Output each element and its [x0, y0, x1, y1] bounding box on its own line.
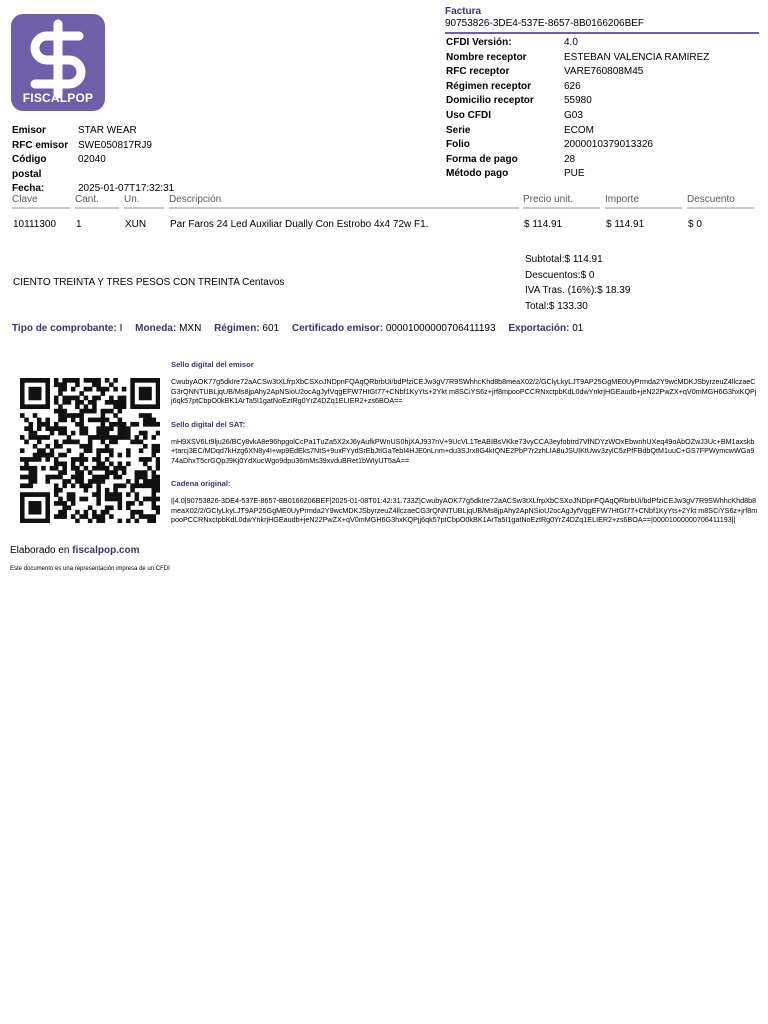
- sello-sat-value: mH9XSV6Lt9lju26/BCy8vkA8e96hpgolCcPa1TuZa5X2xJ6yAufkPWnUS0hjXAJ937nV+9UcVL1TeABIBsVKke73vyCCA3eyfobtrd7VfNDYzWOxEbwnhUXeq49oAbOZwJ3Uc+BM1axskb+tarcj3EC/MDqd7kHzg6XN8y4I+wp9EdEks7NtS+9uxFYydSrEbJtIGaTebI4HJE0nLnm+du3SJrx8G4kIQNE2PbP7r2zhLIA8uJSUIKtUwv3zylC5zPfFBdbQtM1uuC+GS7FPWymcwWGa974aDhxT5crGQpJ9Kj0YdXucWgo9dpu36mMs39xvduBRet1bWIyUT5aA==: [171, 436, 755, 465]
- cell-descripcion: Par Faros 24 Led Auxiliar Dually Con Estrobo 4x4 72w F1.: [170, 219, 429, 230]
- emisor-field-row: [12, 124, 252, 139]
- cell-clave: 10111300: [13, 219, 57, 230]
- col-precio: Precio unit.: [523, 194, 600, 209]
- factura-header: [445, 6, 759, 34]
- col-importe: Importe: [605, 194, 682, 209]
- total-field-value: $ 18.39: [597, 285, 631, 296]
- moneda-value: MXN: [179, 323, 202, 334]
- fiscalpop-link[interactable]: fiscalpop.com: [72, 545, 140, 556]
- receptor-field-value: 2000010379013326: [564, 139, 653, 151]
- total-field-label: Subtotal:: [525, 254, 565, 265]
- total-field-value: $ 0: [580, 269, 595, 281]
- tipo-value: I: [119, 323, 123, 334]
- emisor-field-row: [12, 139, 252, 154]
- receptor-field-row: [446, 124, 758, 139]
- emisor-field-label: Emisor: [12, 125, 46, 136]
- regimen-value: 601: [262, 323, 280, 334]
- sello-emisor-title: Sello digital del emisor: [171, 360, 254, 369]
- receptor-field-value: ESTEBAN VALENCIA RAMIREZ: [564, 51, 710, 63]
- col-clave: Clave: [12, 194, 70, 209]
- sello-sat-title: Sello digital del SAT:: [171, 419, 246, 429]
- receptor-field-row: [446, 36, 758, 51]
- emisor-field-value: 2025-01-07T17:32:31: [78, 183, 175, 195]
- fiscalpop-logo: [11, 14, 105, 111]
- cell-cant: 1: [76, 219, 82, 230]
- receptor-field-label: Domicilio receptor: [446, 95, 534, 107]
- emisor-field-value: 02040: [78, 154, 106, 166]
- receptor-field-label: Serie: [446, 124, 471, 136]
- total-field-row: [525, 268, 755, 284]
- items-table-header: [10, 194, 756, 214]
- receptor-field-label: RFC receptor: [446, 66, 510, 78]
- receptor-field-value: VARE760808M45: [564, 66, 644, 78]
- receptor-field-row: [446, 138, 758, 153]
- receptor-field-row: [446, 153, 758, 168]
- factura-title: Factura: [445, 6, 482, 17]
- elaborado-prefix: Elaborado en: [10, 545, 70, 556]
- receptor-field-label: CFDI Versión:: [446, 37, 512, 48]
- sellos-section: [171, 360, 758, 525]
- receptor-field-row: [446, 167, 758, 182]
- total-field-value: $ 133.30: [548, 300, 588, 312]
- cell-importe: $ 114.91: [606, 219, 645, 230]
- emisor-info: [12, 124, 252, 197]
- emisor-field-label: Fecha:: [12, 183, 45, 195]
- amount-in-words: CIENTO TREINTA Y TRES PESOS CON TREINTA Centavos: [13, 277, 285, 288]
- summary-line: [12, 323, 583, 334]
- total-field-label: Descuentos:: [525, 269, 581, 281]
- total-field-label: Total:: [525, 300, 549, 312]
- table-row: [10, 219, 756, 233]
- receptor-field-row: [446, 80, 758, 95]
- elaborado-line: [10, 545, 140, 556]
- cadena-title: Cadena original:: [171, 479, 231, 488]
- receptor-field-value: G03: [564, 109, 583, 121]
- receptor-field-row: [446, 94, 758, 109]
- col-descripcion: Descripción: [169, 194, 519, 209]
- cell-precio: $ 114.91: [524, 219, 563, 230]
- footer-note: Este documento es una representación impresa de un CFDI: [10, 566, 170, 572]
- cell-descuento: $ 0: [688, 219, 702, 230]
- col-cant: Cant.: [75, 194, 119, 209]
- col-descuento: Descuento: [687, 194, 754, 209]
- emisor-field-label: RFC emisor: [12, 139, 69, 151]
- receptor-info: [446, 36, 758, 182]
- receptor-field-value: ECOM: [564, 124, 594, 136]
- emisor-field-label: Código postal: [12, 154, 47, 180]
- certificado-value: 00001000000706411193: [385, 323, 496, 334]
- total-field-value: $ 114.91: [564, 254, 603, 265]
- emisor-field-value: SWE050817RJ9: [78, 139, 152, 151]
- receptor-field-label: Folio: [446, 139, 470, 151]
- receptor-field-label: Nombre receptor: [446, 51, 527, 63]
- cell-un: XUN: [125, 219, 147, 230]
- logo-text: FISCALPOP: [22, 91, 94, 105]
- header-divider: [445, 32, 759, 34]
- total-field-label: IVA Tras. (16%):: [525, 285, 598, 296]
- receptor-field-value: 4.0: [564, 37, 578, 48]
- receptor-field-value: PUE: [564, 168, 585, 180]
- receptor-field-label: Régimen receptor: [446, 80, 532, 92]
- totals-block: [525, 252, 755, 314]
- total-field-row: [525, 299, 755, 315]
- exportacion-value: 01: [572, 323, 584, 334]
- receptor-field-value: 55980: [564, 95, 592, 107]
- emisor-field-value: STAR WEAR: [78, 125, 137, 136]
- receptor-field-label: Método pago: [446, 168, 509, 180]
- certificado-label: Certificado emisor:: [291, 323, 384, 334]
- receptor-field-value: 626: [564, 80, 581, 92]
- sello-emisor-value: CwubyAOK77g5dkIre72aACSw3tXLfrpXbCSXoJNDpnFQAqQRbrbUi/bdPfziCEJw3gV7R9SWhhcKhd8b8meaX02/2/GClyLkyLJT9AP25GgME0UyPrmda2Y9wcMDKJSbyrzeuZ4llczaeCG3rQNNTUBLjqUB/Ms8jpAhy2ApNSioU2ocAgJyfVqgEFW7HtGt77+CNbf1KyYts+2Ykt m8SCiYS6z+jrf8mpooPCCRNxctpbKdL0dwYnkrjHGEaudb+jeN22PwZX+qV0mMGH6G3hxKQPjj6qk57ptCbpO0kBK1ArTa5I1gatNoEztRg0YrZ4DZq1ELIER2+zs6BOA==: [171, 377, 757, 405]
- receptor-field-label: Uso CFDI: [446, 109, 491, 121]
- total-field-row: [525, 283, 755, 299]
- total-field-row: [525, 252, 755, 268]
- tipo-label: Tipo de comprobante:: [12, 323, 117, 334]
- moneda-label: Moneda:: [135, 323, 177, 334]
- emisor-field-row: [12, 153, 252, 182]
- qr-code: [20, 378, 160, 523]
- cadena-value: ||4.0|90753826-3DE4-537E-8657-8B0166206BEF|2025-01-08T01:42:31.733Z|CwubyAOK77g5dkIre72aACSw3tXLfrpXbCSXoJNDpnFQAqQRbrbUi/bdPfziCEJw3gV7R9SWhhcKhd8b8meaX02/2/GClyLkyLJT9AP25GgME0UyPrmda2Y9wcMDKJSbyrzeuZ4llczaeCG3rQNNTUBLjqUB/Ms8jpAhy2ApNSioU2ocAgJyfVqgEFW7HtGt77+CNbf1KyYts+2Ykt m8SCiYS6z+jrf8mpooPCCRNxctpbKdL0dwYnkrjHGEaudb+jeN22PwZX+qV0mMGH6G3hxKQPjj6qk57ptCbpO0kBK1ArTa5I1gatNoEztRg0YrZ4DZq1ELIER2+zs6BOA==|00001000000706411193||: [171, 496, 758, 524]
- factura-uuid: 90753826-3DE4-537E-8657-8B0166206BEF: [445, 18, 645, 29]
- receptor-field-row: [446, 51, 758, 66]
- col-un: Un.: [124, 194, 164, 209]
- receptor-field-row: [446, 65, 758, 80]
- receptor-field-row: [446, 109, 758, 124]
- exportacion-label: Exportación:: [508, 323, 570, 334]
- receptor-field-value: 28: [564, 153, 576, 165]
- receptor-field-label: Forma de pago: [446, 153, 518, 165]
- regimen-label: Régimen:: [214, 323, 260, 334]
